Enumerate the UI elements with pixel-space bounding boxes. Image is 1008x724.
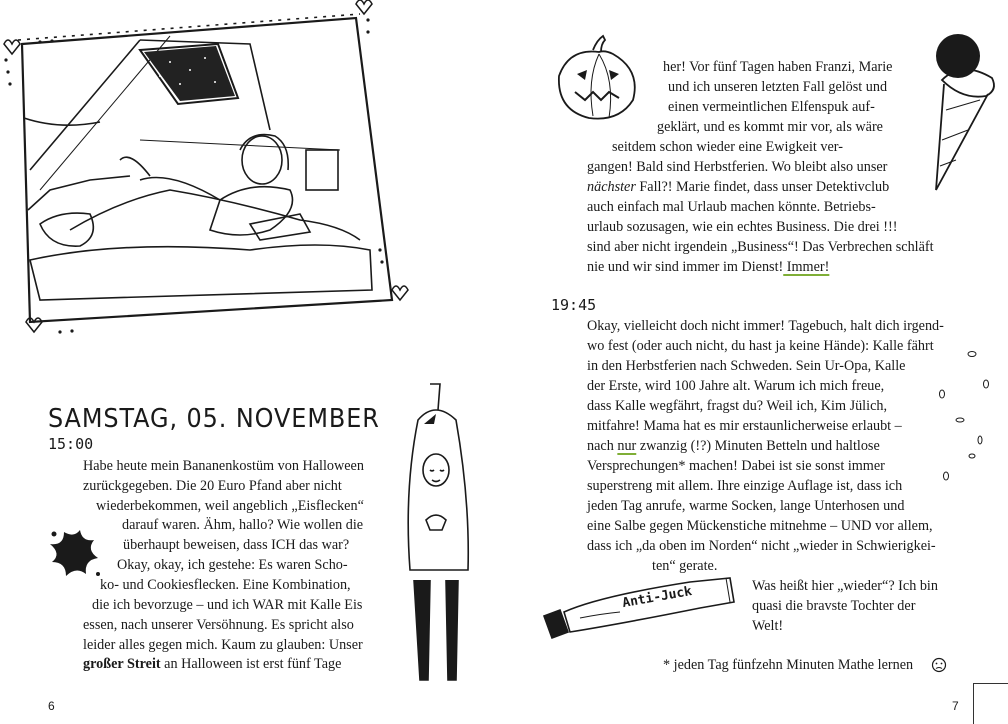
italic-word: nächster: [587, 179, 636, 195]
text-line: sind aber nicht irgendein „Business“! Das Verbrechen schläft: [587, 239, 934, 255]
text-line: dass ich „da oben im Norden“ nicht „wieder in Schwierigkei-: [587, 538, 936, 554]
text-line: Okay, okay, ich gestehe: Es waren Scho-: [117, 557, 348, 573]
text-line: in den Herbstferien nach Schweden. Sein Ur-Opa, Kalle: [587, 358, 906, 374]
text-line: Versprechungen* machen! Dabei ist sie sonst immer: [587, 458, 885, 474]
text-line: und ich unseren letzten Fall gelöst und: [668, 79, 888, 95]
bold-phrase: großer Streit: [83, 656, 161, 672]
left-page: [0, 0, 504, 723]
text-line: darauf waren. Ähm, hallo? Wie wollen die: [122, 517, 364, 533]
text-line-rest: Fall?! Marie findet, dass unser Detektivclub: [635, 179, 890, 195]
text-line: einen vermeintlichen Elfenspuk auf-: [668, 99, 875, 115]
text-line: urlaub sozusagen, wie ein echtes Business. Die drei !!!: [587, 219, 898, 235]
right-page: [504, 0, 1008, 723]
text-line: [587, 437, 880, 457]
text-line-start: nach: [587, 438, 618, 454]
text-line: Habe heute mein Bananenkostüm von Halloween: [83, 458, 364, 474]
page-number-left: 6: [48, 699, 55, 713]
text-line: [83, 655, 341, 675]
text-line: auch einfach mal Urlaub machen könnte. Betriebs-: [587, 199, 876, 215]
text-line: dass Kalle wegfährt, fragst du? Weil ich, Kim Jülich,: [587, 398, 888, 414]
text-line: zurückgegeben. Die 20 Euro Pfand aber nicht: [83, 478, 342, 494]
pumpkin-icon: [549, 30, 649, 130]
diary-heading: SAMSTAG, 05. NOVEMBER: [48, 404, 380, 434]
text-line: seitdem schon wieder eine Ewigkeit ver-: [612, 139, 843, 155]
banana-costume-illustration: [400, 380, 490, 710]
underlined-word: nur: [617, 438, 637, 454]
text-line: die ich bevorzuge – und ich WAR mit Kalle Eis: [92, 597, 363, 613]
text-line: gangen! Bald sind Herbstferien. Wo bleibt also unser: [587, 159, 888, 175]
ointment-tube-illustration: [540, 566, 740, 646]
text-line: leider alles gegen mich. Kaum zu glauben: Unser: [83, 637, 363, 653]
text-line: überhaupt beweisen, dass ICH das war?: [123, 537, 350, 553]
entry-time-1500: 15:00: [48, 435, 94, 453]
sad-face-icon: [931, 657, 947, 673]
text-line: ko- und Cookiesflecken. Eine Kombination,: [100, 577, 351, 593]
text-line: jeden Tag anrufe, warme Socken, lange Unterhosen und: [587, 498, 905, 514]
text-line: wo fest (oder auch nicht, du hast ja keine Hände): Kalle fährt: [587, 338, 934, 354]
ink-splat-icon: [44, 522, 104, 582]
tube-label: Anti-Juck: [621, 583, 694, 612]
text-line-rest: zwanzig (!?) Minuten Betteln und haltlose: [636, 438, 880, 454]
underlined-phrase: Immer!: [783, 259, 830, 275]
text-line: quasi die bravste Tochter der: [752, 598, 916, 614]
page-number-right: 7: [952, 699, 959, 713]
text-line: mitfahre! Mama hat es mir erstaunlicherweise erlaubt –: [587, 418, 902, 434]
footnote: [663, 656, 913, 676]
text-line: Was heißt hier „wieder“? Ich bin: [752, 578, 938, 594]
text-line: [587, 178, 889, 198]
entry-time-1945: 19:45: [551, 296, 597, 314]
ice-cream-icon: [922, 30, 1008, 200]
text-line: her! Vor fünf Tagen haben Franzi, Marie: [663, 59, 893, 75]
text-line: geklärt, und es kommt mir vor, als wäre: [657, 119, 883, 135]
text-line: superstreng mit allem. Ihre einzige Auflage ist, dass ich: [587, 478, 903, 494]
text-line: [587, 258, 829, 278]
text-line: eine Salbe gegen Mückenstiche mitnehme – UND vor allem,: [587, 518, 933, 534]
footnote-text: * jeden Tag fünfzehn Minuten Mathe lernen: [663, 657, 914, 673]
bedroom-illustration: [0, 0, 504, 340]
text-line: der Erste, wird 100 Jahre alt. Warum ich mich freue,: [587, 378, 885, 394]
text-line: essen, nach unserer Versöhnung. Es spricht also: [83, 617, 354, 633]
text-line: Welt!: [752, 618, 784, 634]
text-line-rest: an Halloween ist erst fünf Tage: [160, 656, 342, 672]
text-line: ten“ gerate.: [652, 558, 718, 574]
page-edge-tab: [973, 683, 1008, 724]
text-line-start: nie und wir sind immer im Dienst!: [587, 259, 784, 275]
text-line: Okay, vielleicht doch nicht immer! Tagebuch, halt dich irgend-: [587, 318, 944, 334]
text-line: wiederbekommen, weil angeblich „Eisflecken“: [96, 498, 364, 514]
decorative-dots-icon: [934, 340, 994, 490]
